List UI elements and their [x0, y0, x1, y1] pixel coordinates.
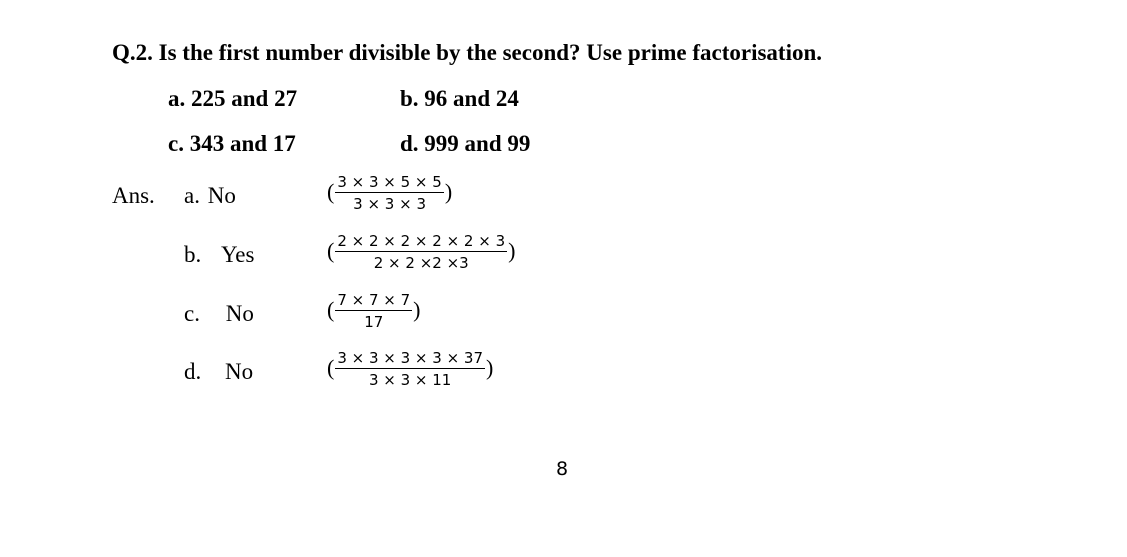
- answer-a-result: No: [207, 183, 236, 208]
- option-b: b. 96 and 24: [400, 86, 519, 111]
- answer-c: [184, 301, 254, 327]
- open-paren: (: [327, 296, 335, 322]
- answer-d: [184, 359, 253, 385]
- answer-a: [184, 183, 236, 209]
- answer-a-fraction: [327, 174, 452, 213]
- numerator: 2 × 2 × 2 × 2 × 2 × 3: [337, 232, 506, 250]
- answer-b-letter: b.: [184, 242, 202, 267]
- denominator: 3 × 3 × 3: [353, 195, 426, 213]
- answer-c-letter: c.: [184, 301, 200, 326]
- fraction: [334, 233, 508, 272]
- close-paren: ): [508, 237, 516, 263]
- close-paren: ): [444, 178, 453, 204]
- close-paren: ): [486, 354, 494, 380]
- numerator: 7 × 7 × 7: [337, 291, 411, 309]
- option-a: a. 225 and 27: [168, 86, 298, 111]
- numerator: 3 × 3 × 3 × 3 × 37: [337, 349, 484, 367]
- open-paren: (: [327, 237, 335, 263]
- open-paren: (: [327, 354, 335, 380]
- answer-a-letter: a.: [184, 183, 200, 208]
- denominator: 3 × 3 × 11: [368, 371, 452, 389]
- denominator: 17: [364, 313, 384, 331]
- answer-b: [184, 242, 254, 268]
- fraction: [334, 292, 413, 331]
- option-c: c. 343 and 17: [168, 131, 296, 156]
- answer-d-result: No: [225, 359, 254, 384]
- fraction: [334, 174, 445, 213]
- answer-d-letter: d.: [184, 359, 202, 384]
- option-d: d. 999 and 99: [400, 131, 531, 156]
- answer-c-result: No: [225, 301, 254, 326]
- question-heading: Q.2. Is the first number divisible by the second? Use prime factorisation.: [112, 40, 823, 65]
- answer-d-fraction: [327, 350, 493, 389]
- numerator: 3 × 3 × 5 × 5: [337, 173, 442, 191]
- open-paren: (: [327, 178, 335, 204]
- page-number: 8: [556, 458, 569, 480]
- fraction: [334, 350, 486, 389]
- close-paren: ): [413, 296, 421, 322]
- answer-label: Ans.: [112, 183, 155, 208]
- answer-c-fraction: [327, 292, 421, 331]
- answer-b-fraction: [327, 233, 515, 272]
- denominator: 2 × 2 ×2 ×3: [373, 254, 469, 272]
- answer-b-result: Yes: [221, 242, 255, 267]
